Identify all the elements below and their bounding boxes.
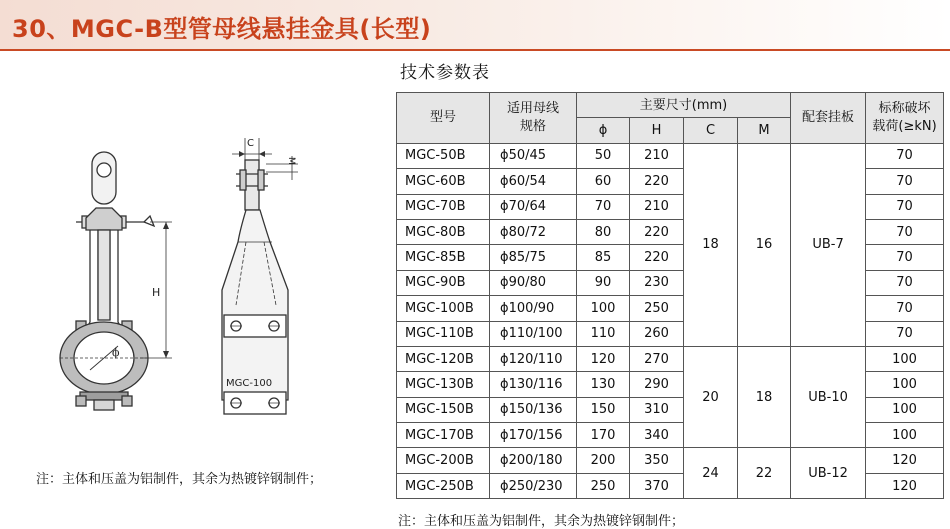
cell-h: 270 [630,346,684,371]
cell-model: MGC-170B [397,423,490,448]
cell-phi: 50 [577,143,630,168]
cell-phi: 85 [577,245,630,270]
cell-bus: ϕ200/180 [490,448,577,473]
side-view [222,138,298,414]
cell-bus: ϕ85/75 [490,245,577,270]
cell-phi: 120 [577,346,630,371]
cell-load: 120 [866,448,944,473]
cell-model: MGC-70B [397,194,490,219]
dim-c-label: C [247,138,254,149]
cell-h: 290 [630,372,684,397]
cell-model: MGC-150B [397,397,490,422]
cell-bus: ϕ130/116 [490,372,577,397]
table-note: 注：主体和压盖为铝制件，其余为热镀锌钢制件； [398,514,685,529]
cell-plate-group2: UB-10 [791,346,866,448]
cell-phi: 60 [577,169,630,194]
cell-load: 70 [866,143,944,168]
title-bar [0,0,950,51]
drawing-plate-label: MGC-100 [226,378,273,389]
cell-model: MGC-50B [397,143,490,168]
header-model: 型号 [397,93,490,144]
cell-load: 100 [866,423,944,448]
technical-drawing [40,130,320,430]
cell-phi: 80 [577,219,630,244]
cell-model: MGC-250B [397,473,490,498]
cell-load: 70 [866,270,944,295]
cell-load: 70 [866,296,944,321]
header-c: C [684,118,738,143]
cell-phi: 130 [577,372,630,397]
cell-load: 70 [866,194,944,219]
spec-table [396,92,944,499]
cell-model: MGC-90B [397,270,490,295]
cell-phi: 70 [577,194,630,219]
cell-h: 220 [630,245,684,270]
dim-h-label: H [152,286,161,299]
cell-load: 70 [866,169,944,194]
cell-phi: 150 [577,397,630,422]
dim-m-label: M [286,157,296,165]
cell-load: 100 [866,346,944,371]
header-main-dims: 主要尺寸(mm) [577,93,791,118]
header-phi: ϕ [577,118,630,143]
cell-h: 340 [630,423,684,448]
cell-h: 210 [630,143,684,168]
cell-load: 70 [866,245,944,270]
cell-bus: ϕ100/90 [490,296,577,321]
cell-model: MGC-85B [397,245,490,270]
cell-m-group2: 18 [738,346,791,448]
cell-h: 310 [630,397,684,422]
cell-m-group3: 22 [738,448,791,499]
cell-model: MGC-120B [397,346,490,371]
cell-model: MGC-200B [397,448,490,473]
table-row [397,346,944,371]
header-bus-spec [490,93,577,144]
cell-load: 100 [866,372,944,397]
dim-phi-label: ϕ [112,346,120,359]
header-plate: 配套挂板 [791,93,866,144]
cell-bus: ϕ170/156 [490,423,577,448]
header-load [866,93,944,144]
header-load-line1: 标称破坏 [878,101,931,117]
table-row [397,448,944,473]
cell-model: MGC-130B [397,372,490,397]
cell-h: 230 [630,270,684,295]
cell-load: 120 [866,473,944,498]
header-load-line2: 载荷(≥kN) [872,118,937,134]
cell-h: 350 [630,448,684,473]
cell-h: 260 [630,321,684,346]
header-bus-line1: 适用母线 [506,101,559,117]
cell-load: 70 [866,321,944,346]
cell-model: MGC-110B [397,321,490,346]
cell-load: 100 [866,397,944,422]
cell-bus: ϕ150/136 [490,397,577,422]
cell-phi: 200 [577,448,630,473]
cell-bus: ϕ60/54 [490,169,577,194]
cell-bus: ϕ50/45 [490,143,577,168]
cell-bus: ϕ70/64 [490,194,577,219]
cell-phi: 250 [577,473,630,498]
cell-c-group1: 18 [684,143,738,346]
cell-plate-group3: UB-12 [791,448,866,499]
cell-phi: 170 [577,423,630,448]
table-title: 技术参数表 [400,63,490,83]
cell-bus: ϕ250/230 [490,473,577,498]
cell-phi: 90 [577,270,630,295]
cell-model: MGC-80B [397,219,490,244]
cell-bus: ϕ110/100 [490,321,577,346]
cell-model: MGC-60B [397,169,490,194]
header-row-1 [397,93,944,118]
header-h: H [630,118,684,143]
cell-h: 220 [630,219,684,244]
cell-bus: ϕ80/72 [490,219,577,244]
cell-c-group2: 20 [684,346,738,448]
page-title: 30、MGC-B型管母线悬挂金具(长型) [12,15,432,43]
front-view [60,152,172,410]
cell-model: MGC-100B [397,296,490,321]
cell-h: 250 [630,296,684,321]
cell-phi: 110 [577,321,630,346]
cell-h: 220 [630,169,684,194]
cell-bus: ϕ120/110 [490,346,577,371]
header-m: M [738,118,791,143]
cell-h: 210 [630,194,684,219]
cell-plate-group1: UB-7 [791,143,866,346]
header-bus-line2: 规格 [519,118,546,134]
cell-load: 70 [866,219,944,244]
cell-bus: ϕ90/80 [490,270,577,295]
cell-phi: 100 [577,296,630,321]
cell-m-group1: 16 [738,143,791,346]
cell-c-group3: 24 [684,448,738,499]
table-row [397,143,944,168]
cell-h: 370 [630,473,684,498]
drawing-note: 注：主体和压盖为铝制件，其余为热镀锌钢制件； [36,472,323,487]
